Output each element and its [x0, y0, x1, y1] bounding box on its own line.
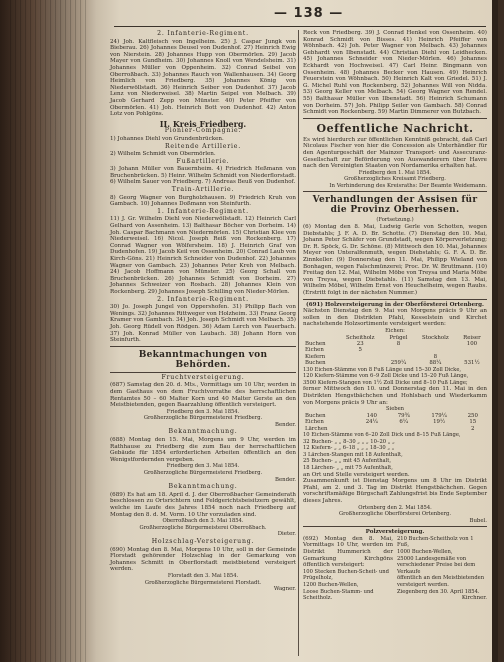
nachricht-authority: Großherzogliches Kreisamt Friedberg. — [344, 176, 446, 183]
assisen-subtitle: (Fortsetzung.) — [376, 217, 414, 224]
separator — [110, 372, 296, 373]
unit-title: 1. Infanterie-Regiment. — [157, 207, 249, 215]
notice-item — [110, 375, 296, 429]
document-page — [96, 0, 498, 662]
unit-text: 2) Wilhelm Schmidt von Obermörlen. — [110, 151, 216, 158]
unit-title: Fußartillerie. — [176, 157, 230, 165]
notice-title: Bekanntmachung. — [168, 428, 238, 436]
table-cell: 79¾ — [397, 412, 410, 419]
table-cell: Buchen — [305, 340, 326, 347]
notice-title: Fruchtversteigerung. — [161, 373, 245, 381]
regiment-list: 24) Joh. Kaltfleisch von Ingelheim. 25) J. Caspar Jungk von Bieberau. 26) Johannes Deusel von Dudenhof. 27) Heinrich Ewig von Nierstein. 28) Johannes Hupp von Obermörlen. 29) Jacob Mayer von Gundheim. 30) Johannes Knoll von Wendelsheim. 31) Johannes Müller von Oppenheim. 32) Conrad Seibel von Oberroßbach. 33) Johannes Rauch von Wallenhausen. 34) Georg Heimlich von Friedberg. 35) Johannes König von Niederwöllstadt. 36) Heinrich Seiber von Dudenhof. 37) Jacob Lenz von Niederweisel. 38) Martin Seipel von Melbach. 39) Jacob Gerhard Zepp von Münster. 40) Peter Pfeiffer von Obermörlen. 41) Joh. Heinrich Bott von Dudenhof. 42) Anton Lotz von Pohlgöns. — [110, 38, 296, 118]
holz-intro: Nächsten Dienstag den 9. Mai von Morgens präcis 9 Uhr an sollen in den Distrikten Pfahl, Kesselstein und Kirchet nachstehende Holzsortimente versteigert werden: — [303, 308, 487, 328]
table-note: 3 Lärchen-Stangen mit 18 Aufenthalt, — [303, 451, 403, 458]
table-cell: 19½ — [433, 419, 446, 426]
page-edge — [492, 0, 498, 662]
unit-text: 3) Johann Müller von Bauernheim. 4) Friedrich Heßmann von Bruchenbrücken. 5) Heinr. Wilhelm Schmidt von Niederflorstadt. 6) Wilhelm Sauer von Friedberg. 7) Andreas Beuß von Dudenhof. — [110, 166, 296, 186]
column-divider — [298, 30, 299, 656]
table-header: Scheitholz — [345, 334, 375, 341]
table-cell: 5 — [358, 347, 362, 354]
nachricht-date: Friedberg den 1. Mai 1854. — [358, 169, 432, 176]
left-column — [110, 30, 296, 593]
polz-left — [303, 536, 393, 602]
spine-texture — [10, 0, 90, 662]
table-cell: Eichen — [305, 347, 324, 354]
holz-id: (691) — [306, 301, 324, 308]
page-header — [96, 6, 498, 28]
holz-table-2-body — [303, 413, 487, 432]
polz-text: (692) Montag den 8. Mai, Vormittags 10 Uhr, werden im Distrikt Hummerich der Gemarkung Kirchgöns öffentlich versteigert: — [303, 535, 393, 569]
holz-table-2 — [303, 413, 487, 432]
unit-title: Reitende Artillerie. — [164, 142, 242, 150]
table-note: 120 Kiefern-Stämme von 6–9 Zoll Dicke und 15–20 Fuß Länge, — [303, 373, 469, 380]
notice-text: (689) Es hat am 18. April d. J. der Oberroßbacher Gemeinderath beschlossen zu Ortsrichtern und Feldgerichtsbeisitzern gewählt, welche im Laufe des Jahres 1854 noch nach Friedberg auf Montag den 8. d. M. Vorm. 10 Uhr vorzuladen sind. — [110, 491, 296, 518]
table-note: 3500 Kiefern-Stangen von 1½ Zoll Dicke und 8–10 Fuß Länge; — [303, 379, 468, 386]
polz-item: 1200 Buchen-Wellen, — [303, 582, 359, 589]
assisen-text: (6) Montag den 8. Mai, Ludwig Gerle von Schotten, wegen Diebstahls; J. F. A. D. Br. Schotte. (7) Dienstag den 10. Mai, Johann Peter Schäfer von Grundstadt, wegen Körperverletzung; Dr. R. Spöck, G. Dr. Schöne. (8) Mittwoch den 10. Mai, Johannes Meyer von Unteralfenmuth, wegen Diebstahls; G. F. A. D. Br. Zinnkeller. (9) Donnerstag den 11. Mai, Philipp Wieland von Bonhagen, wegen Falschmünzerei; Proc. Dr. W. Bruttmann. (10) Freitag den 12. Mai, Wilhelm Möbe von Treysa und Maria Möbe von Treysa, wegen Diebstahls. (11) Samstag den 13. Mai, Wilhelm Möbel, Wilhelm Ernst von Heuchelheim, wegen Raubs. (Erstritt folgt in der nächsten Nummer.) — [303, 224, 487, 296]
table-cell: 179¼ — [431, 412, 447, 419]
unit-title: Train-Artillerie. — [171, 186, 235, 194]
section-title: II. Kreis Friedberg. — [159, 118, 247, 129]
table-cell: 15 — [469, 419, 477, 426]
notice-list — [110, 375, 296, 593]
table-cell: 88¼ — [429, 360, 442, 367]
nachricht-signature: In Verhinderung des Kreisraths: Der Beamte Weidemann. — [329, 182, 487, 189]
notice-date: Oberroßbach den 3. Mai 1854. — [162, 518, 244, 525]
table-cell: 100 — [466, 340, 478, 347]
notice-authority: Großherzogliche Bürgermeisterei Florstadt. — [144, 579, 262, 586]
table-cell: 6¼ — [399, 419, 409, 426]
table2-label: Sieben — [385, 406, 404, 413]
notice-signature: Bender. — [275, 476, 296, 483]
unit-text: 30) Jo. Joseph Jungel von Oppershofen. 31) Philipp Bach von Wenings. 32) Johannes Rittweger von Holzheim. 33) Franz Georg Kramer von Gambach. 34) Joh. Joseph Schmidt von Melbach. 35) Joh. Georg Rüdell von Rödgen. 36) Adam Lerch von Fauerbach. 37) Joh. Konrad Müller von Laubach. 38) Johann Horn von Steinfurth. — [110, 304, 296, 344]
polz-item: öffentlich an den Meistbietenden versteigert werden. — [397, 575, 485, 589]
table-note: 130 Eichen-Stämme von 8 Fuß Länge und 15–30 Zoll Dicke, — [303, 366, 462, 373]
table-header: Reiser — [463, 334, 481, 341]
table-cell: 250 — [467, 412, 478, 419]
holz-table-2-tail: an Ort und Stelle versteigert werden. — [303, 471, 410, 478]
polz-item: Loose Buchen-Stamm- und Scheitholz. — [303, 588, 374, 602]
holz-closing: Zusammenkunft ist Dienstag Morgens um 8 Uhr im Distrikt Pfahl, am 2. und 3. Tag im Distrikt Hengstbächchen. Gegen vorschriftsmäßige Bürgschaft Zahlungsfrist bis Ende September dieses Jahres. — [303, 478, 487, 504]
table-cell: Lärchen — [305, 425, 328, 432]
separator — [110, 346, 296, 347]
separator — [303, 118, 487, 119]
table-cell: 24¼ — [365, 419, 378, 426]
table-cell: Eichen — [305, 419, 324, 426]
holz-heading — [303, 302, 487, 309]
holz-table-1-notes — [303, 367, 487, 387]
table-header: Prügel — [389, 334, 408, 341]
unit-text: 11) J. Gr. Wilhelm Diehl von Niederwöllstadt. 12) Heinrich Carl Gelhard von Assenheim. 13) Balthasar Böcher von Dorheim. 14) Joh. Caspar Bachmann von Niedermörlen. 15) Christian Klee von Niederweisel. 16) Nicol. Joseph Reiß von Rockenberg. 17) Conrad Wagner von Wölfersheim. 18) J. Heinrich Graf von Dudenhofen. 19) Jacob Keil von Ossenheim. 20) Conrad Laub von Kirch-Göns. 21) Heinrich Schneider von Dudenhof. 22) Johannes Wagner von Gambach. 23) Johannes Peter Kreh von Melbach. 24) Jacob Hoffmann von Münster. 25) Georg Schall von Bruchenbrücken. 26) Johannes Schmidt von Dorheim. 27) Johannes Schweizer von Rosbach. 28) Johannes Klein von Rockenberg. 29) Johannes Joseph Schilling von Nieder-Mörlen. — [110, 216, 296, 295]
right-column — [303, 30, 487, 602]
polz-right-items — [397, 536, 487, 589]
table-cell: 531½ — [464, 360, 480, 367]
notice-date: Friedberg den 3. Mai 1854. — [166, 408, 240, 415]
polz-item: 25000 Landesgemäße von verschiedener Preise bei dem Verkaufe — [397, 555, 476, 575]
polz-signature: Kirchner. — [461, 595, 487, 602]
table-cell: Kiefern — [305, 353, 326, 360]
continued-list: Reck von Friedberg. 39) J. Conrad Henkel von Ossenheim. 40) Konrad Schmidt von Bisses. 41) Heinrich Pfeiffer von Wöhnbach. 42) Joh. Peter Wagner von Melbach. 43) Johannes Gebhardt von Ilbenstadt. 44) Christian Diehl von Leidhecken. 45) Johannes Schneider von Nieder-Mörlen. 46) Johannes Eckhardt von Hochweisel. 47) Carl Heinr. Bingmann von Ossenheim. 48) Johannes Becker von Hausen. 49) Heinrich Feuerstein von Wöhnbach. 50) Heinrich Kalt von Griedel. 51) J. G. Michel Ruhl von Rockenberg. 52) Johannes Will von Nidda. 53) Georg Keller von Melbach. 54) Georg Wagner von Rendel. 55) Balthasar Müller von Ilbenstadt. 56) Heinrich Schumann von Dorheim. 57) Joh. Philipp Seiler von Gambach. 58) Conrad Schmidt von Rockenberg. 59) Martin Dimmerer von Butzbach. — [303, 30, 487, 116]
notice-signature: Wagner. — [273, 586, 296, 593]
book-spine — [0, 0, 96, 662]
assisen-title: Verhandlungen der Assisen für die Provinz Oberhessen. — [312, 195, 478, 216]
polz-item: 210 Buchen-Scheitholz von 1 Fuß, — [397, 535, 474, 549]
holz-signature: Bubel. — [469, 517, 487, 524]
table-cell: 259¼ — [390, 360, 407, 367]
notice-item — [110, 539, 296, 593]
polz-date: Ziegenberg den 30. April 1854. — [397, 588, 480, 595]
polz-title: Polzversteigerung. — [365, 529, 425, 536]
bekanntmachungen-title: Bekanntmachungen von Behörden. — [138, 349, 268, 370]
eichen-label: Eichen: — [385, 327, 405, 334]
unit-list — [110, 128, 296, 343]
table-cell: 8 — [396, 340, 401, 347]
separator — [303, 299, 487, 300]
holz-table-1-body — [303, 341, 487, 367]
table-note: 25 Buchen- „ „ mit 45 Aufenthalt, — [303, 458, 392, 465]
oeffentliche-nachricht-title: Oeffentliche Nachricht. — [316, 121, 474, 135]
header-rule — [114, 26, 486, 27]
nachricht-text: Es wird hierdurch zur öffentlichen Kenntniß gebracht, daß Carl Nicolaus Fischer von hier die Concession als Unterhändler für den Agenturgeschäft der Mainzer Transport- und Assecuranz-Gesellschaft zur Beförderung von Auswanderern über Havre nach den Vereinigten Staaten von Nordamerika erhalten hat. — [303, 136, 487, 170]
polz-item: 1000 Buchen-Wellen, — [397, 549, 453, 556]
table-cell: 2 — [471, 425, 475, 432]
unit-text: 1) Johannes Diehl von Grundenbrücken. — [110, 135, 224, 142]
unit-text: 8) Georg Wagner von Burgholzhausen. 9) Friedrich Kruh von Gambach. 10) Johannes Doßmann von Steinfurth. — [110, 194, 296, 208]
table-note: 12 Kiefern- „ „ 6–18 „ „ „ 18–30 „ „ — [303, 445, 395, 452]
unit-title: 2. Infanterie-Regiment. — [157, 295, 249, 303]
unit-title: Pionier-Compagnie. — [164, 127, 242, 135]
polz-items — [303, 569, 393, 602]
holz-date: Ortenberg den 2. Mai 1854. — [358, 504, 432, 511]
notice-text: (688) Montag den 15. Mai, Morgens um 9 Uhr, werden im Rathhause zu Friedberg die zum Bau der herrschaftlichen Gebäude für 1854 erforderlichen Arbeiten öffentlich an den Wenigstfordernden vergeben. — [110, 437, 296, 463]
notice-text: (687) Samstag den 20. d. Mts., Vormittags um 10 Uhr, werden in dem Gasthaus von dem Fruchtvorrathe des herrschaftlichen Rentamtes 50 – 60 Malter Korn und 40 Malter Gerste an den Meistbietenden, gegen Baarzahlung öffentlich versteigert. — [110, 382, 296, 409]
notice-item — [110, 484, 296, 538]
table-cell: Buchen — [305, 360, 326, 367]
notice-title: Holzschlag-Versteigerung. — [151, 537, 255, 545]
notice-signature: Bender. — [275, 421, 296, 428]
holz-title: Holzversteigerung in der Oberförsterei Ortenberg. — [324, 301, 484, 308]
holz-table-1-tail: ferner Mittwoch den 10. und Donnerstag den 11. Mai in den Distrikten Hengstbächchen und Hohlsbach und Wiederkamm von Morgens präcis 9 Uhr an: — [303, 386, 487, 406]
table-cell: 8 — [433, 353, 438, 360]
polz-block — [303, 536, 487, 602]
notice-item — [110, 429, 296, 483]
holz-table-2-notes — [303, 432, 487, 472]
notice-date: Florstadt den 3. Mai 1854. — [167, 572, 239, 579]
separator — [303, 191, 487, 192]
table-cell: 140 — [366, 412, 377, 419]
polz-item: 100 Stecken Buchen-Scheit- und Prügelholz, — [303, 568, 389, 582]
notice-authority: Großherzogliche Bürgermeisterei Friedberg. — [143, 415, 263, 422]
notice-date: Friedberg den 3. Mai 1854. — [166, 463, 240, 470]
table-note: 10 Eichen-Stämme von 6–20 Zoll Dick und 8–15 Fuß Länge, — [303, 431, 461, 438]
notice-authority: Großherzogliche Bürgermeisterei Friedberg. — [143, 470, 263, 477]
regiment-heading: 2. Infanterie-Regiment. — [157, 30, 249, 37]
notice-text: (690) Montag den 8. Mai, Morgens 10 Uhr, soll in der Gemeinde Florstadt gehörender Holzschlag in der Gemarkung von Johannes Schmitt in Oberflorstadt meistbietend versteigert werden. — [110, 546, 296, 573]
table-note: 18 Lärchen- „ „ mit 75 Aufenthalt, — [303, 464, 393, 471]
polz-right — [397, 536, 487, 602]
holz-table-1 — [303, 335, 487, 367]
page-number: — 138 — — [274, 6, 344, 21]
notice-title: Bekanntmachung. — [168, 483, 238, 491]
separator — [303, 526, 487, 527]
holz-authority: Großherzogliche Oberförsterei Ortenberg. — [339, 511, 451, 518]
notice-signature: Dieter. — [277, 531, 296, 538]
table-cell: Buchen — [305, 412, 326, 419]
table-note: 32 Buchen- „ „ 8–30 „ „ „ 10–20 „ „ — [303, 438, 395, 445]
table-cell: 23 — [356, 340, 364, 347]
notice-authority: Großherzogliche Bürgermeisterei Oberroßbach. — [139, 524, 267, 531]
table-header: Stockholz — [422, 334, 449, 341]
